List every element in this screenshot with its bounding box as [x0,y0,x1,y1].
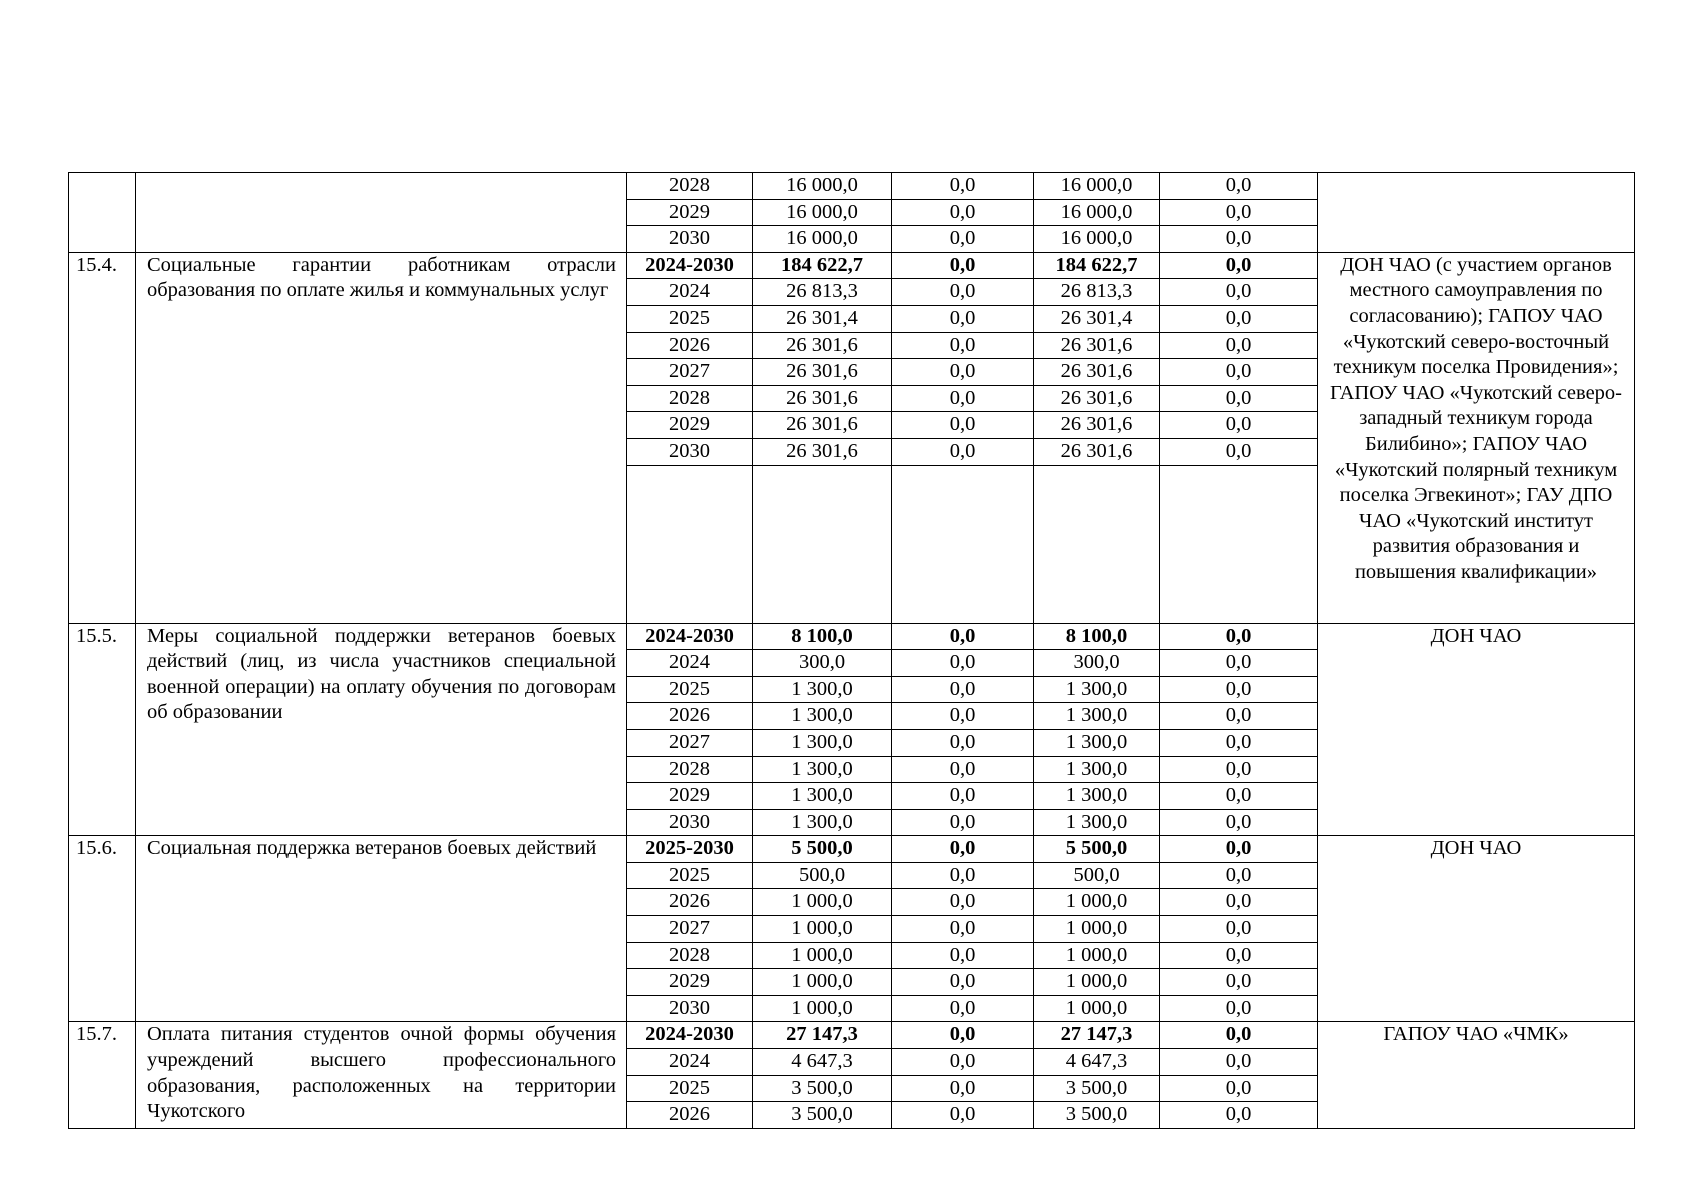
item-name: Оплата питания студентов очной формы обучения учреждений высшего профессионального образования, расположенных на территории Чукотского [136,1022,627,1128]
federal-cell: 0,0 [892,916,1034,943]
other-cell: 0,0 [1160,809,1318,836]
total-cell: 26 301,4 [753,305,892,332]
federal-cell: 0,0 [892,385,1034,412]
federal-cell: 0,0 [892,359,1034,386]
regional-cell: 26 301,4 [1034,305,1160,332]
regional-cell: 16 000,0 [1034,173,1160,200]
period-cell: 2030 [627,226,753,253]
period-cell: 2024 [627,650,753,677]
total-cell: 26 301,6 [753,412,892,439]
federal-cell: 0,0 [892,809,1034,836]
period-cell: 2024 [627,1049,753,1076]
other-cell: 0,0 [1160,783,1318,810]
regional-cell: 26 301,6 [1034,332,1160,359]
regional-cell: 1 000,0 [1034,916,1160,943]
total-cell: 1 000,0 [753,916,892,943]
federal-cell: 0,0 [892,1022,1034,1049]
regional-cell: 1 300,0 [1034,729,1160,756]
regional-cell: 4 647,3 [1034,1049,1160,1076]
federal-cell: 0,0 [892,889,1034,916]
regional-cell: 184 622,7 [1034,252,1160,279]
other-cell: 0,0 [1160,889,1318,916]
federal-cell: 0,0 [892,1075,1034,1102]
other-cell: 0,0 [1160,1075,1318,1102]
federal-cell: 0,0 [892,783,1034,810]
regional-cell: 3 500,0 [1034,1075,1160,1102]
other-cell: 0,0 [1160,1049,1318,1076]
total-cell: 16 000,0 [753,173,892,200]
period-cell: 2026 [627,1102,753,1129]
empty-cell [627,465,753,623]
total-cell: 3 500,0 [753,1075,892,1102]
regional-cell: 1 300,0 [1034,783,1160,810]
table-row [69,252,1635,279]
regional-cell: 500,0 [1034,862,1160,889]
period-cell: 2029 [627,412,753,439]
regional-cell: 16 000,0 [1034,199,1160,226]
federal-cell: 0,0 [892,279,1034,306]
federal-cell: 0,0 [892,173,1034,200]
federal-cell: 0,0 [892,332,1034,359]
other-cell: 0,0 [1160,676,1318,703]
total-cell: 1 300,0 [753,729,892,756]
table-row [69,1022,1635,1049]
total-cell: 16 000,0 [753,226,892,253]
item-number: 15.4. [69,252,136,623]
period-cell: 2024 [627,279,753,306]
total-cell: 300,0 [753,650,892,677]
item-name: Меры социальной поддержки ветеранов боевых действий (лиц, из числа участников специальной военной операции) на оплату обучения по договорам об образовании [136,623,627,836]
executor-cell: ДОН ЧАО (с участием органов местного самоуправления по согласованию); ГАПОУ ЧАО «Чукотский северо-восточный техникум поселка Провидения»; ГАПОУ ЧАО «Чукотский северо-западный техникум города Билибино»; ГАПОУ ЧАО «Чукотский полярный техникум поселка Эгвекинот»; ГАУ ДПО ЧАО «Чукотский институт развития образования и повышения квалификации» [1318,252,1635,623]
regional-cell: 8 100,0 [1034,623,1160,650]
regional-cell: 5 500,0 [1034,836,1160,863]
federal-cell: 0,0 [892,703,1034,730]
total-cell: 184 622,7 [753,252,892,279]
other-cell: 0,0 [1160,916,1318,943]
period-cell: 2029 [627,783,753,810]
regional-cell: 26 301,6 [1034,385,1160,412]
total-cell: 26 301,6 [753,359,892,386]
period-cell: 2025-2030 [627,836,753,863]
empty-cell [892,465,1034,623]
regional-cell: 27 147,3 [1034,1022,1160,1049]
period-cell: 2030 [627,438,753,465]
period-cell: 2029 [627,969,753,996]
other-cell: 0,0 [1160,226,1318,253]
total-cell: 1 300,0 [753,703,892,730]
other-cell: 0,0 [1160,438,1318,465]
item-number: 15.5. [69,623,136,836]
funding-table [68,172,1635,1129]
period-cell: 2026 [627,889,753,916]
regional-cell: 26 813,3 [1034,279,1160,306]
federal-cell: 0,0 [892,942,1034,969]
period-cell: 2030 [627,809,753,836]
regional-cell: 1 000,0 [1034,889,1160,916]
item-name: Социальные гарантии работникам отрасли образования по оплате жилья и коммунальных услуг [136,252,627,623]
federal-cell: 0,0 [892,969,1034,996]
federal-cell: 0,0 [892,995,1034,1022]
regional-cell: 300,0 [1034,650,1160,677]
regional-cell: 26 301,6 [1034,438,1160,465]
regional-cell: 26 301,6 [1034,359,1160,386]
total-cell: 8 100,0 [753,623,892,650]
total-cell: 26 301,6 [753,385,892,412]
other-cell: 0,0 [1160,1022,1318,1049]
item-name: Социальная поддержка ветеранов боевых действий [136,836,627,1022]
period-cell: 2025 [627,862,753,889]
period-cell: 2027 [627,916,753,943]
other-cell: 0,0 [1160,650,1318,677]
federal-cell: 0,0 [892,199,1034,226]
period-cell: 2026 [627,332,753,359]
other-cell: 0,0 [1160,995,1318,1022]
federal-cell: 0,0 [892,1102,1034,1129]
federal-cell: 0,0 [892,412,1034,439]
empty-cell [753,465,892,623]
other-cell: 0,0 [1160,836,1318,863]
other-cell: 0,0 [1160,942,1318,969]
other-cell: 0,0 [1160,862,1318,889]
total-cell: 1 000,0 [753,942,892,969]
regional-cell: 1 300,0 [1034,676,1160,703]
total-cell: 1 000,0 [753,995,892,1022]
total-cell: 1 000,0 [753,889,892,916]
executor-cell [1318,173,1635,253]
period-cell: 2030 [627,995,753,1022]
federal-cell: 0,0 [892,305,1034,332]
total-cell: 1 300,0 [753,756,892,783]
total-cell: 1 300,0 [753,783,892,810]
regional-cell: 1 300,0 [1034,756,1160,783]
other-cell: 0,0 [1160,385,1318,412]
item-name [136,173,627,253]
regional-cell: 1 000,0 [1034,969,1160,996]
total-cell: 26 301,6 [753,438,892,465]
period-cell: 2024-2030 [627,623,753,650]
period-cell: 2024-2030 [627,1022,753,1049]
total-cell: 1 300,0 [753,809,892,836]
executor-cell: ГАПОУ ЧАО «ЧМК» [1318,1022,1635,1128]
other-cell: 0,0 [1160,1102,1318,1129]
table-row [69,836,1635,863]
federal-cell: 0,0 [892,836,1034,863]
other-cell: 0,0 [1160,359,1318,386]
total-cell: 1 300,0 [753,676,892,703]
period-cell: 2028 [627,756,753,783]
federal-cell: 0,0 [892,226,1034,253]
regional-cell: 1 000,0 [1034,942,1160,969]
total-cell: 5 500,0 [753,836,892,863]
regional-cell: 26 301,6 [1034,412,1160,439]
federal-cell: 0,0 [892,438,1034,465]
period-cell: 2028 [627,385,753,412]
regional-cell: 1 300,0 [1034,809,1160,836]
period-cell: 2027 [627,729,753,756]
federal-cell: 0,0 [892,1049,1034,1076]
period-cell: 2025 [627,1075,753,1102]
other-cell: 0,0 [1160,729,1318,756]
regional-cell: 16 000,0 [1034,226,1160,253]
regional-cell: 1 000,0 [1034,995,1160,1022]
period-cell: 2029 [627,199,753,226]
regional-cell: 1 300,0 [1034,703,1160,730]
other-cell: 0,0 [1160,756,1318,783]
executor-cell: ДОН ЧАО [1318,836,1635,1022]
item-number [69,173,136,253]
executor-cell: ДОН ЧАО [1318,623,1635,836]
total-cell: 3 500,0 [753,1102,892,1129]
other-cell: 0,0 [1160,252,1318,279]
federal-cell: 0,0 [892,650,1034,677]
item-number: 15.6. [69,836,136,1022]
period-cell: 2024-2030 [627,252,753,279]
total-cell: 500,0 [753,862,892,889]
total-cell: 27 147,3 [753,1022,892,1049]
federal-cell: 0,0 [892,252,1034,279]
period-cell: 2026 [627,703,753,730]
period-cell: 2028 [627,942,753,969]
table-row [69,623,1635,650]
federal-cell: 0,0 [892,623,1034,650]
period-cell: 2025 [627,676,753,703]
total-cell: 4 647,3 [753,1049,892,1076]
period-cell: 2027 [627,359,753,386]
period-cell: 2025 [627,305,753,332]
other-cell: 0,0 [1160,332,1318,359]
total-cell: 16 000,0 [753,199,892,226]
other-cell: 0,0 [1160,173,1318,200]
other-cell: 0,0 [1160,199,1318,226]
other-cell: 0,0 [1160,623,1318,650]
other-cell: 0,0 [1160,969,1318,996]
federal-cell: 0,0 [892,862,1034,889]
empty-cell [1034,465,1160,623]
item-number: 15.7. [69,1022,136,1128]
federal-cell: 0,0 [892,676,1034,703]
regional-cell: 3 500,0 [1034,1102,1160,1129]
federal-cell: 0,0 [892,729,1034,756]
other-cell: 0,0 [1160,279,1318,306]
other-cell: 0,0 [1160,305,1318,332]
total-cell: 1 000,0 [753,969,892,996]
federal-cell: 0,0 [892,756,1034,783]
table-row [69,173,1635,200]
other-cell: 0,0 [1160,703,1318,730]
total-cell: 26 301,6 [753,332,892,359]
period-cell: 2028 [627,173,753,200]
total-cell: 26 813,3 [753,279,892,306]
other-cell: 0,0 [1160,412,1318,439]
empty-cell [1160,465,1318,623]
